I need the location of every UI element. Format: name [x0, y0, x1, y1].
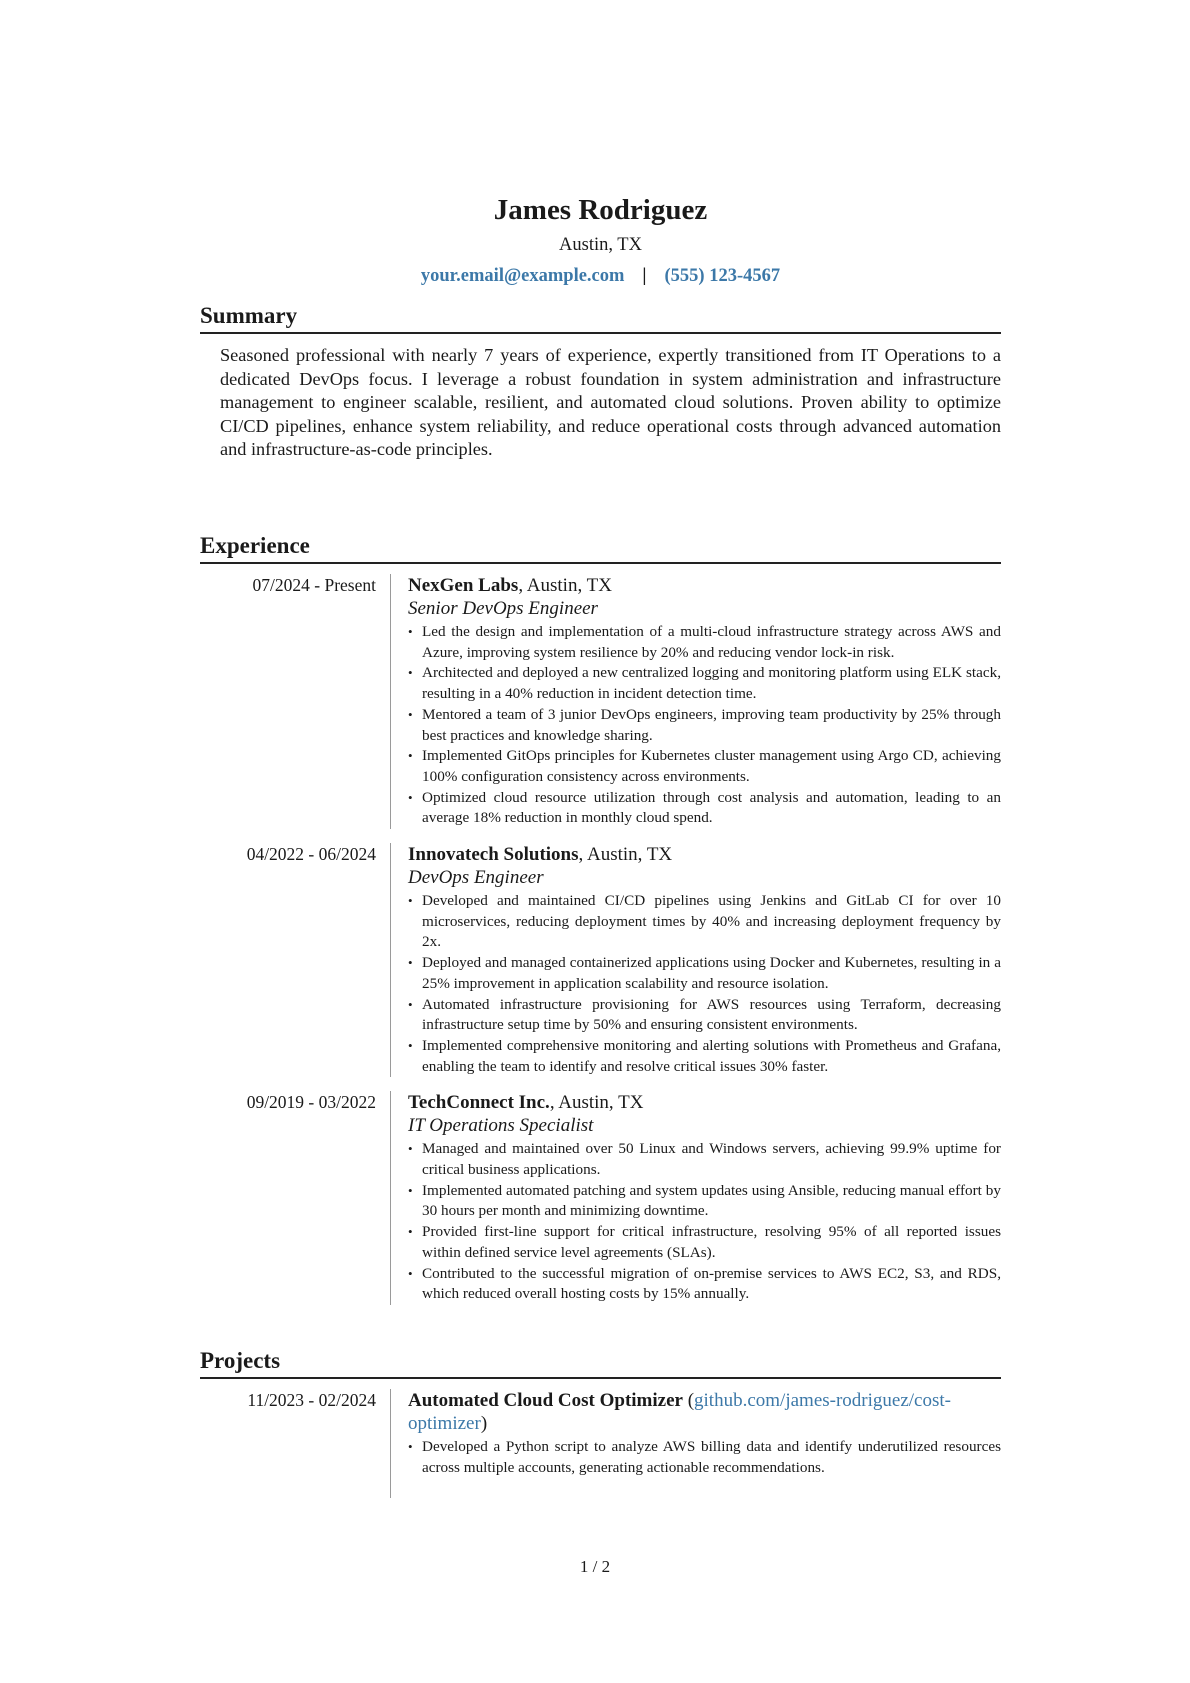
page-number: 1 / 2	[579, 1557, 611, 1576]
bullet-item: • Managed and maintained over 50 Linux and Windows servers, achieving 99.9% uptime for critical business applications.	[408, 1139, 1001, 1180]
job-date: 09/2019 - 03/2022	[246, 1092, 376, 1113]
job-date: 04/2022 - 06/2024	[246, 844, 376, 865]
project-bullets	[408, 1437, 1001, 1498]
bullet-item: • Developed a Python script to analyze AWS billing data and identify underutilized resources across multiple accounts, generating actionable recommendations.	[408, 1437, 1001, 1478]
contact-separator: |	[642, 266, 647, 286]
open-paren: (	[682, 1390, 695, 1411]
timeline-divider	[390, 843, 391, 1077]
bullet-item: • Implemented comprehensive monitoring and alerting solutions with Prometheus and Grafana, enabling the team to identify and resolve critical issues 30% faster.	[408, 1036, 1001, 1077]
resume-header	[200, 0, 1001, 288]
timeline-divider	[390, 1389, 391, 1498]
bullet-item: • Automated infrastructure provisioning for AWS resources using Terraform, decreasing infrastructure setup time by 50% and ensuring consistent environments.	[408, 995, 1001, 1036]
summary-text: Seasoned professional with nearly 7 years of experience, expertly transitioned from IT Operations to a dedicated DevOps focus. I leverage a robust foundation in system administration and infrastructure management to engineer scalable, resilient, and automated cloud solutions. Proven ability to optimize CI/CD pipelines, enhance system reliability, and reduce operational costs through advanced automation and infrastructure-as-code principles.	[220, 345, 1001, 459]
job-entry	[200, 1091, 1001, 1305]
bullet-item: • Contributed to the successful migration of on-premise services to AWS EC2, S3, and RDS, which reduced overall hosting costs by 15% annually.	[408, 1264, 1001, 1305]
bullet-item: • Mentored a team of 3 junior DevOps engineers, improving team productivity by 25% through best practices and knowledge sharing.	[408, 705, 1001, 746]
project-name: Automated Cloud Cost Optimizer	[408, 1390, 683, 1411]
company-location: , Austin, TX	[578, 844, 673, 866]
projects-section	[200, 1347, 1001, 1498]
job-entry	[200, 574, 1001, 829]
bullet-item: • Implemented GitOps principles for Kubernetes cluster management using Argo CD, achieving 100% configuration consistency across environments.	[408, 746, 1001, 787]
company-location: , Austin, TX	[549, 1092, 644, 1114]
summary-section	[200, 302, 1001, 462]
job-bullets	[408, 1139, 1001, 1305]
bullet-item: • Implemented automated patching and system updates using Ansible, reducing manual effort by 30 hours per month and minimizing downtime.	[408, 1181, 1001, 1222]
experience-section	[200, 532, 1001, 1305]
project-entry	[200, 1389, 1001, 1498]
bullet-item: • Developed and maintained CI/CD pipelines using Jenkins and GitLab CI for over 10 microservices, reducing deployment times by 40% and increasing deployment frequency by 2x.	[408, 891, 1001, 953]
contact-line	[200, 264, 1001, 288]
project-date: 11/2023 - 02/2024	[247, 1390, 376, 1410]
company-name: Innovatech Solutions	[408, 844, 579, 866]
job-title: Senior DevOps Engineer	[408, 598, 598, 619]
summary-heading: Summary	[200, 302, 1001, 334]
job-bullets	[408, 622, 1001, 829]
close-paren: )	[480, 1413, 488, 1434]
bullet-item: • Architected and deployed a new centralized logging and monitoring platform using ELK stack, resulting in a 40% reduction in incident detection time.	[408, 663, 1001, 704]
job-heading	[408, 574, 1001, 597]
job-heading	[408, 1091, 1001, 1114]
company-name: TechConnect Inc.	[408, 1092, 550, 1114]
timeline-divider	[390, 574, 391, 829]
project-heading	[408, 1389, 1001, 1435]
email-link[interactable]: your.email@example.com	[420, 266, 625, 286]
company-name: NexGen Labs	[408, 575, 519, 596]
bullet-item: • Provided first-line support for critical infrastructure, resolving 95% of all reported issues within defined service level agreements (SLAs).	[408, 1222, 1001, 1263]
candidate-name: James Rodriguez	[493, 194, 708, 226]
phone-link[interactable]: (555) 123-4567	[664, 266, 781, 286]
timeline-divider	[390, 1091, 391, 1305]
job-date: 07/2024 - Present	[252, 575, 376, 595]
projects-heading: Projects	[200, 1347, 1001, 1379]
bullet-item: • Optimized cloud resource utilization through cost analysis and automation, leading to an average 18% reduction in monthly cloud spend.	[408, 788, 1001, 829]
job-bullets	[408, 891, 1001, 1077]
job-title: IT Operations Specialist	[408, 1115, 594, 1137]
job-title: DevOps Engineer	[408, 867, 544, 889]
candidate-location: Austin, TX	[559, 235, 642, 255]
bullet-item: • Deployed and managed containerized applications using Docker and Kubernetes, resulting in a 25% improvement in application scalability and resource isolation.	[408, 953, 1001, 994]
project-repo-link[interactable]: github.com/james-rodriguez/cost-optimizer	[408, 1390, 951, 1434]
bullet-item: • Led the design and implementation of a multi-cloud infrastructure strategy across AWS and Azure, improving system resilience by 20% and reducing vendor lock-in risk.	[408, 622, 1001, 663]
resume-page	[200, 0, 1001, 1476]
job-entry	[200, 843, 1001, 1077]
company-location: , Austin, TX	[518, 575, 612, 596]
experience-heading: Experience	[200, 532, 1001, 564]
job-heading	[408, 843, 1001, 866]
